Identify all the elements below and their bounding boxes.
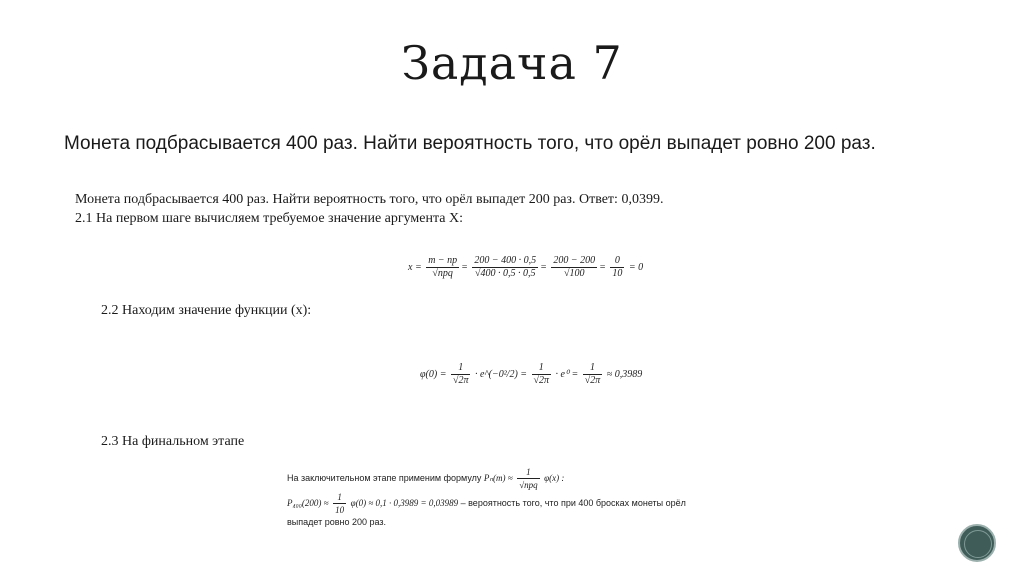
final-line-2: P₄₀₀(200) ≈ $\frac{1}{10}$ φ(0) ≈ 0,1 · 0,3989 = 0,03989 – вероятность того, что при 400 бросках монеты орёл: [287, 492, 686, 515]
slide-badge-icon: [958, 524, 996, 562]
fraction-1: $\frac{m - np}{\text{√npq}}$: [428, 255, 458, 279]
solution-line-1: Монета подбрасывается 400 раз. Найти вероятность того, что орёл выпадет 200 раз. Ответ: 0,0399.: [75, 192, 664, 207]
slide-title: Задача 7: [401, 36, 623, 90]
badge-ring: [964, 530, 992, 558]
fraction-3: $\frac{200 - 200}{√100}$: [553, 255, 596, 279]
problem-statement: Монета подбрасывается 400 раз. Найти вероятность того, что орёл выпадет ровно 200 раз.: [64, 133, 876, 154]
solution-line-2: 2.1 На первом шаге вычисляем требуемое значение аргумента X:: [75, 211, 464, 226]
fraction-4: $\frac{0}{10}$: [612, 255, 623, 279]
formula-phi: φ(0) = $\frac{1}{√2\pi}$ · e^(−0²/2) = $\frac{1}{√2\pi}$ · e⁰ = $\frac{1}{√2\pi}$ ≈ 0,3989: [420, 362, 643, 386]
formula-argument-x: x = $\frac{m - np}{\text{√npq}}$ = $\frac{200 - 400 \cdot 0,5}{√400 \cdot 0,5 \cdot 0,5}$ = $\frac{200 - 200}{√100}$ = $\frac{0}{10}$ = 0: [408, 255, 644, 279]
step-2-2: 2.2 Находим значение функции (x):: [101, 303, 312, 318]
final-line-3: выпадет ровно 200 раз.: [287, 517, 387, 527]
final-line-1: На заключительном этапе применим формулу Pₙ(m) ≈ $\frac{1}{\text{√npq}}$ φ(x) :: [287, 467, 565, 490]
fraction-2: $\frac{200 - 400 \cdot 0,5}{√400 \cdot 0,5 \cdot 0,5}$: [474, 255, 537, 279]
step-2-3: 2.3 На финальном этапе: [101, 434, 245, 449]
